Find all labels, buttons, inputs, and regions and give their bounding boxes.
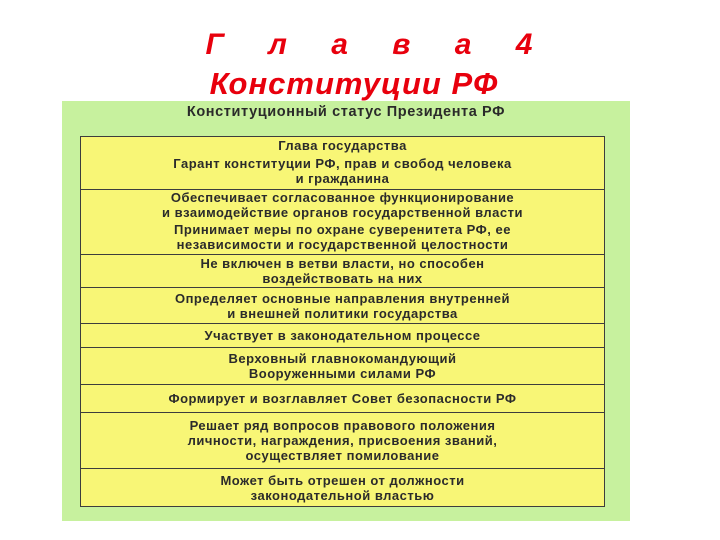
panel-heading: Конституционный статус Президента РФ — [186, 104, 506, 120]
status-row-6 — [81, 323, 604, 347]
status-row-text: Глава государства — [278, 137, 407, 153]
status-row-4 — [81, 254, 604, 287]
status-row-5 — [81, 287, 604, 323]
status-row-text: и внешней политики государства — [227, 305, 458, 321]
chapter-subtitle: Конституции РФ — [209, 66, 499, 101]
status-row-0 — [81, 137, 604, 153]
status-row-text: осуществляет помилование — [245, 448, 440, 463]
status-row-text: Гарант конституции РФ, прав и свобод человека — [173, 156, 512, 171]
status-row-text: и взаимодействие органов государственной власти — [161, 205, 523, 220]
status-row-text: и гражданина — [295, 171, 390, 186]
status-row-2 — [81, 189, 604, 220]
status-row-3 — [81, 220, 604, 254]
status-row-text: Вооруженными силами РФ — [248, 366, 437, 381]
status-row-1 — [81, 153, 604, 189]
status-row-text: Участвует в законодательном процессе — [204, 328, 481, 343]
status-row-8 — [81, 384, 604, 412]
status-row-text: Обеспечивает согласованное функционирование — [170, 190, 515, 205]
status-row-text: Может быть отрешен от должности — [220, 472, 465, 488]
status-row-text: Формирует и возглавляет Совет безопасности РФ — [168, 391, 517, 406]
status-row-7 — [81, 347, 604, 384]
status-row-text: независимости и государственной целостности — [176, 237, 509, 252]
status-row-text: Решает ряд вопросов правового положения — [189, 418, 496, 433]
status-row-text: Верховный главнокомандующий — [228, 351, 457, 366]
status-row-text: воздействовать на них — [262, 271, 423, 286]
status-row-text: Определяет основные направления внутренней — [174, 290, 511, 306]
president-status-panel — [62, 101, 630, 521]
status-row-text: законодательной властью — [250, 487, 435, 503]
status-row-text: Принимает меры по охране суверенитета РФ, ее — [174, 222, 511, 237]
status-row-text: личности, награждения, присвоения званий, — [187, 433, 498, 448]
status-table — [80, 136, 605, 507]
status-row-text: Не включен в ветви власти, но способен — [200, 256, 485, 271]
status-row-9 — [81, 412, 604, 468]
chapter-title: Г л а в а 4 — [205, 28, 551, 61]
status-row-10 — [81, 468, 604, 506]
